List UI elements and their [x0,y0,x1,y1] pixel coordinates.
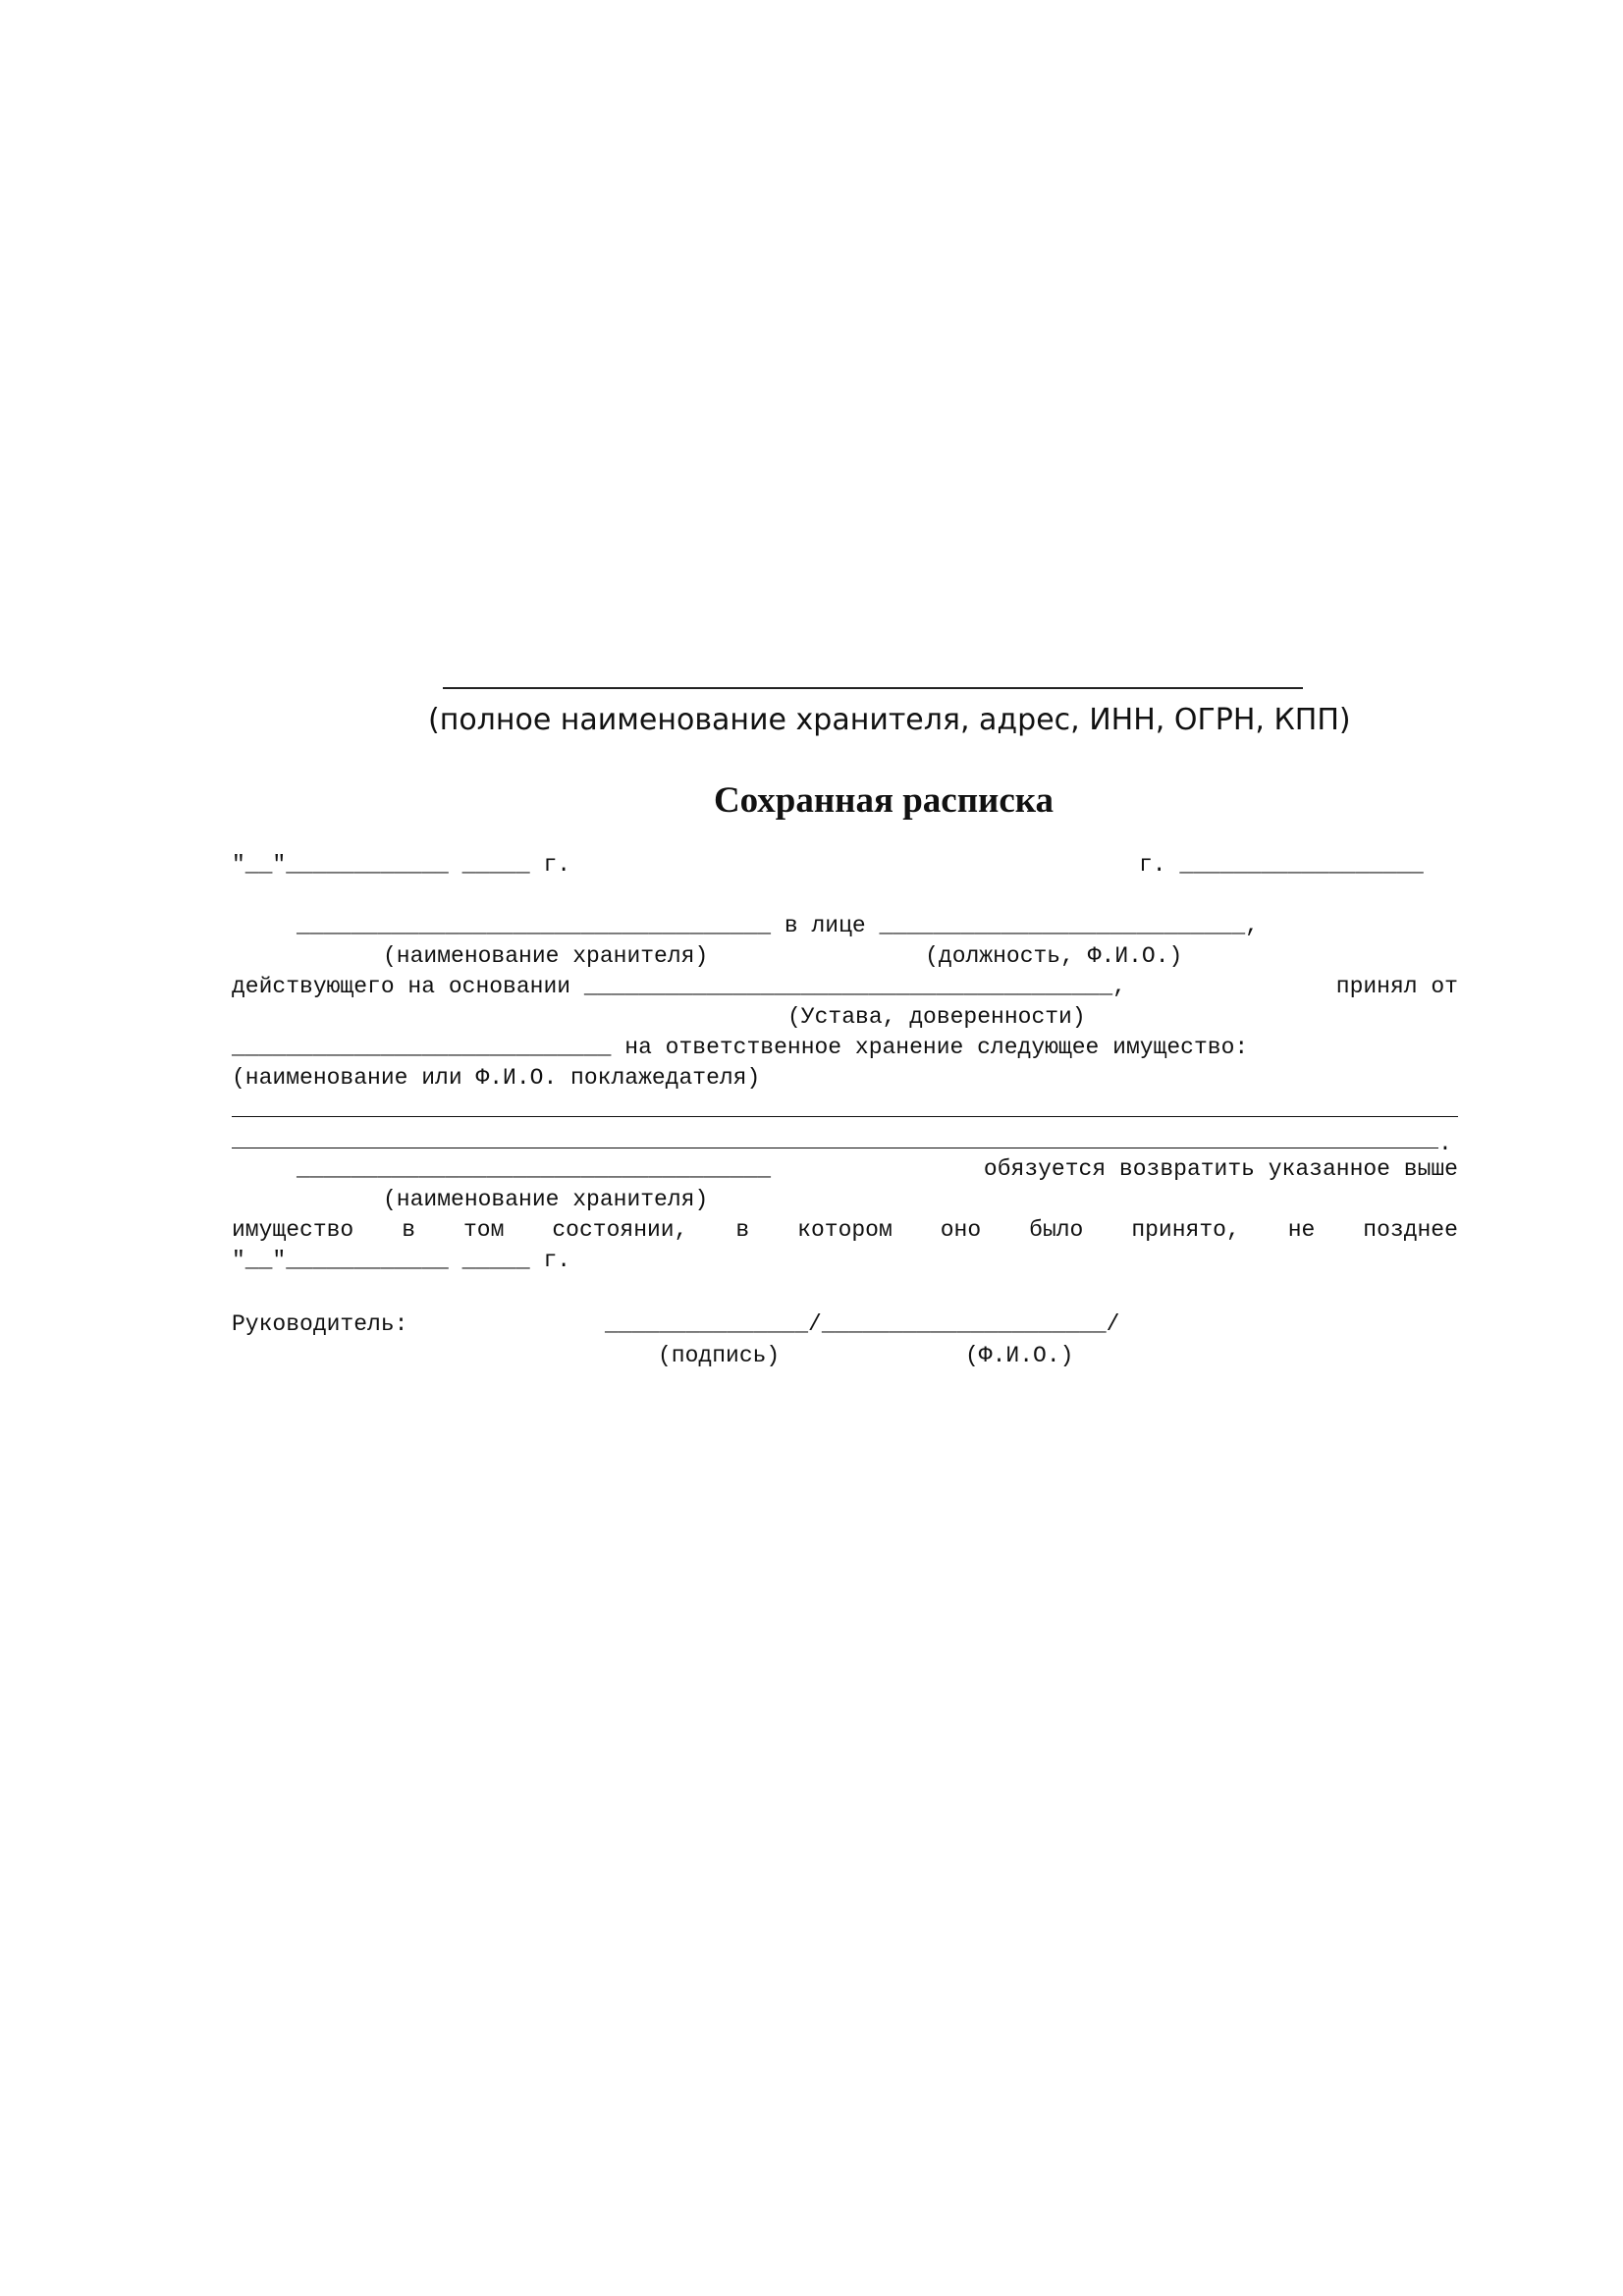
word: состоянии, [552,1217,688,1243]
word: котором [797,1217,893,1243]
signature-label: Руководитель: [232,1311,408,1337]
document-title: Сохранная расписка [713,780,1055,821]
word: было [1029,1217,1084,1243]
keeper-hint-2: (наименование хранителя) [383,1187,709,1212]
property-state-line [232,1215,1458,1245]
word: принято, [1131,1217,1240,1243]
basis-line [232,972,1458,1001]
custody-line: ____________________________ на ответственное хранение следующее имущество: [232,1035,1249,1060]
signature-hint: (подпись) [658,1343,781,1368]
period-mark: . [1438,1131,1452,1156]
signature-line: _______________/_____________________/ [605,1311,1120,1337]
header-underline [443,687,1303,689]
return-obligation-line [297,1154,1458,1184]
accepted-from-text: принял от [1335,974,1458,999]
keeper-blank: ___________________________________ [297,1156,772,1182]
word: имущество [232,1217,354,1243]
return-date-field: "__"____________ _____ г. [232,1248,571,1273]
word: позднее [1363,1217,1458,1243]
property-blank-line-1 [232,1116,1458,1117]
keeper-line: ___________________________________ в лице ___________________________, [297,913,1259,938]
header-caption: (полное наименование хранителя, адрес, ИНН, ОГРН, КПП) [428,703,1351,737]
word: в [402,1217,416,1243]
date-field: "__"____________ _____ г. [232,852,571,878]
obligation-text: обязуется возвратить указанное выше [983,1156,1458,1182]
name-hint: (Ф.И.О.) [965,1343,1074,1368]
word: оно [940,1217,982,1243]
city-field: г. __________________ [1139,852,1424,878]
depositor-hint: (наименование или Ф.И.О. поклажедателя) [232,1065,761,1091]
word: в [735,1217,750,1243]
basis-text: действующего на основании _______________________________________, [232,974,1126,999]
word: не [1287,1217,1316,1243]
basis-hint: (Устава, доверенности) [787,1004,1086,1030]
word: том [462,1217,505,1243]
keeper-hint: (наименование хранителя) (должность, Ф.И.О.) [383,943,1183,969]
